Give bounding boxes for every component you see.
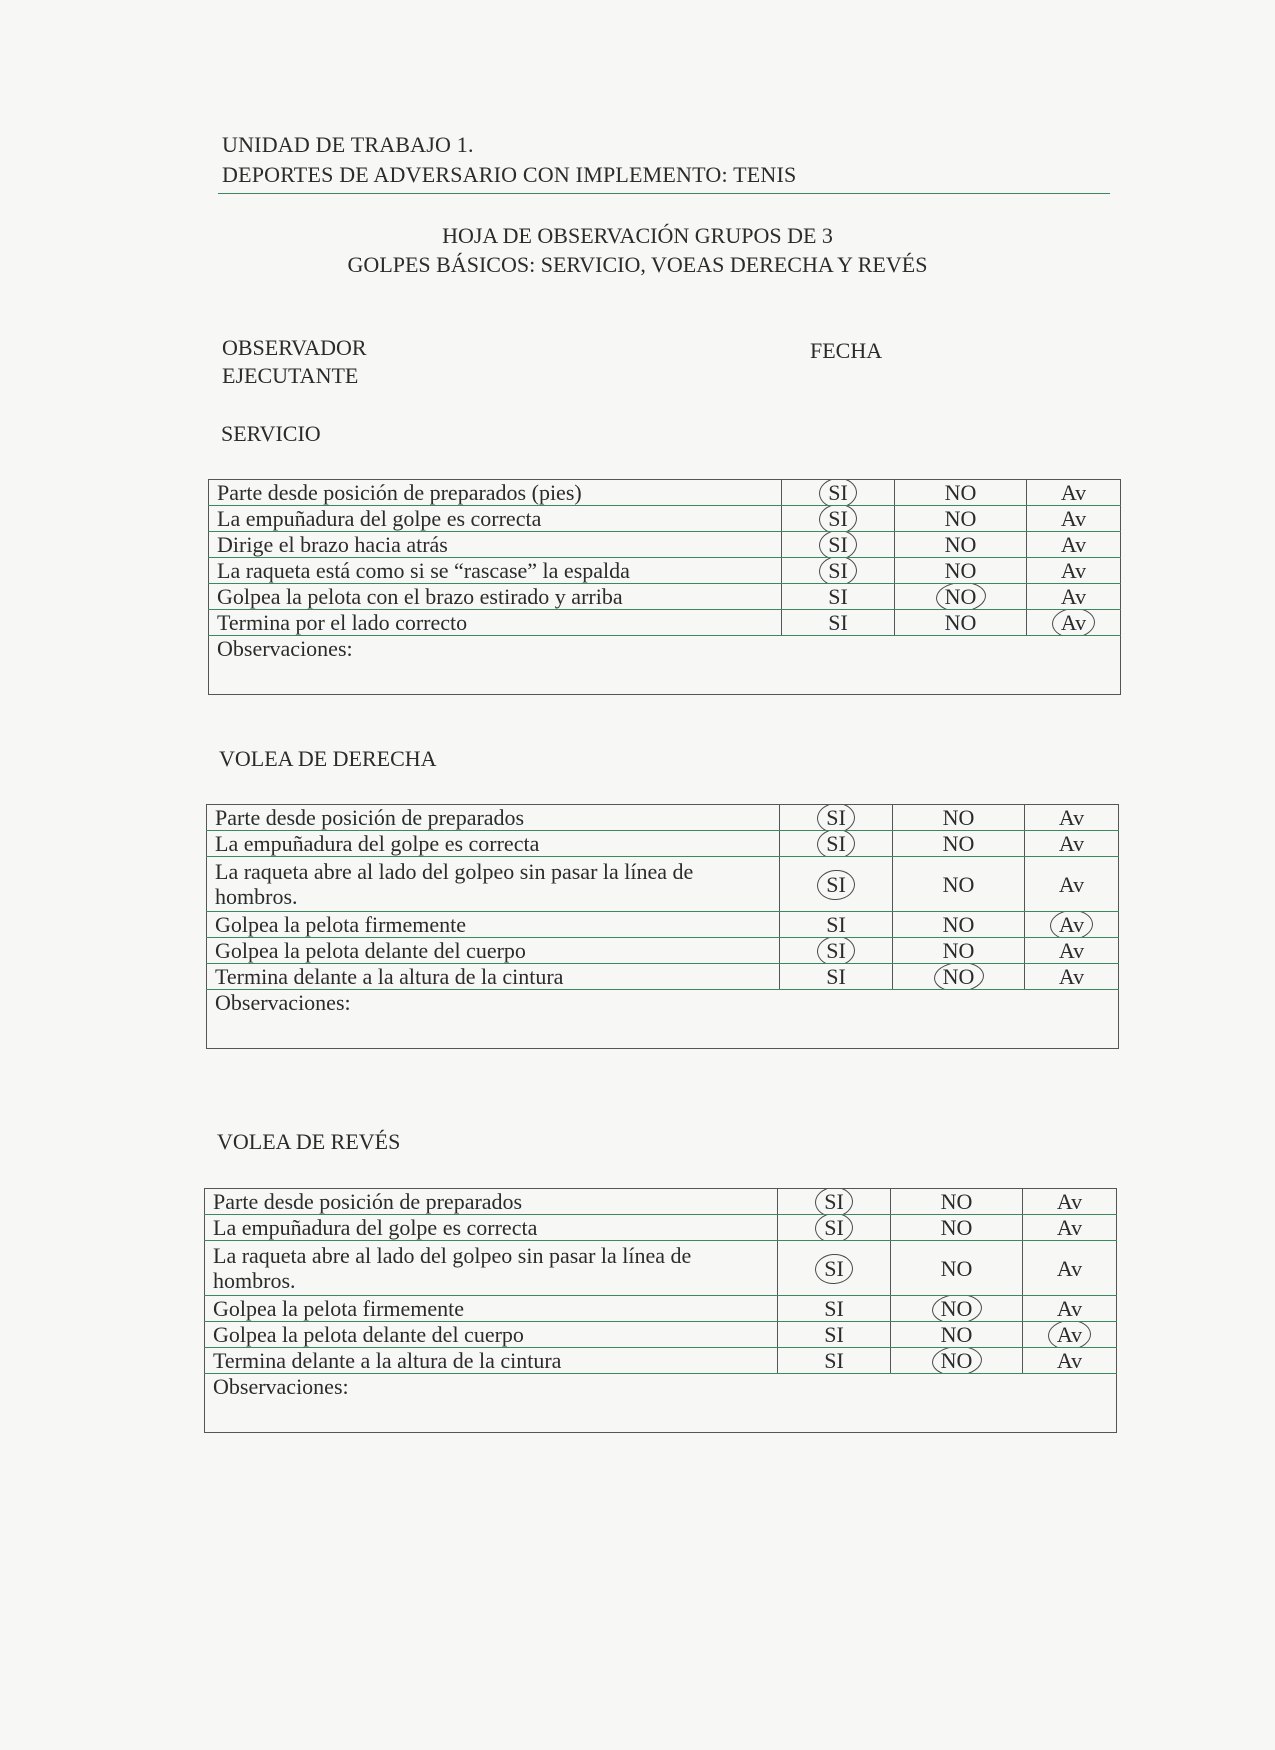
option-no-cell[interactable] <box>891 1241 1023 1296</box>
option-si-label: SI <box>826 912 846 937</box>
option-si-cell[interactable] <box>780 857 893 912</box>
option-no-circled: NO <box>941 584 981 609</box>
checklist-row <box>209 558 1121 584</box>
option-no-cell[interactable] <box>895 480 1027 506</box>
criterion-text: Golpea la pelota delante del cuerpo <box>207 938 780 964</box>
option-si-circled: SI <box>822 872 850 897</box>
option-av-cell[interactable] <box>1027 584 1121 610</box>
section-title: SERVICIO <box>221 421 321 446</box>
option-no-cell[interactable] <box>895 610 1027 636</box>
option-av-cell[interactable] <box>1023 1215 1117 1241</box>
option-av-cell[interactable] <box>1027 480 1121 506</box>
criterion-text: Termina delante a la altura de la cintura <box>207 964 780 990</box>
option-av-label: Av <box>1056 1215 1083 1240</box>
checklist-row <box>205 1241 1117 1296</box>
option-no-cell[interactable] <box>891 1189 1023 1215</box>
option-av-label: Av <box>1058 805 1085 830</box>
option-no-label: NO <box>944 558 977 583</box>
observations-label: Observaciones: <box>215 990 351 1015</box>
sheet-title: HOJA DE OBSERVACIÓN GRUPOS DE 3 <box>442 223 833 248</box>
criterion-text: Golpea la pelota firmemente <box>205 1296 778 1322</box>
option-no-circled: NO <box>939 964 979 989</box>
option-no-label: NO <box>942 831 975 856</box>
criterion-text: Dirige el brazo hacia atrás <box>209 532 782 558</box>
checklist-row <box>207 912 1119 938</box>
option-no-label: NO <box>944 506 977 531</box>
option-no-cell[interactable] <box>891 1322 1023 1348</box>
observations-row <box>207 990 1119 1049</box>
option-si-circled: SI <box>822 805 850 830</box>
criterion-text: Parte desde posición de preparados (pies) <box>209 480 782 506</box>
option-si-cell[interactable] <box>778 1348 891 1374</box>
option-no-cell[interactable] <box>895 532 1027 558</box>
option-si-cell[interactable] <box>780 964 893 990</box>
option-no-cell[interactable] <box>893 805 1025 831</box>
option-no-label: NO <box>944 532 977 557</box>
observations-row <box>205 1374 1117 1433</box>
option-si-label: SI <box>828 584 848 609</box>
option-av-label: Av <box>1056 1348 1083 1373</box>
option-no-cell[interactable] <box>895 584 1027 610</box>
option-no-cell[interactable] <box>893 912 1025 938</box>
option-si-circled: SI <box>824 480 852 505</box>
option-av-label: Av <box>1058 831 1085 856</box>
option-si-cell[interactable] <box>778 1189 891 1215</box>
option-av-label: Av <box>1058 964 1085 989</box>
option-no-label: NO <box>942 871 975 897</box>
option-si-label: SI <box>826 964 846 989</box>
option-si-circled: SI <box>820 1189 848 1214</box>
option-no-cell[interactable] <box>891 1215 1023 1241</box>
option-si-cell[interactable] <box>780 912 893 938</box>
date-label: FECHA <box>810 338 883 363</box>
option-si-cell[interactable] <box>778 1322 891 1348</box>
option-av-label: Av <box>1056 1189 1083 1214</box>
option-no-cell[interactable] <box>895 506 1027 532</box>
section-title: VOLEA DE REVÉS <box>217 1129 401 1154</box>
observations-field[interactable] <box>209 636 1121 695</box>
option-av-cell[interactable] <box>1025 831 1119 857</box>
option-av-cell[interactable] <box>1027 610 1121 636</box>
observations-field[interactable] <box>207 990 1119 1049</box>
option-av-cell[interactable] <box>1025 805 1119 831</box>
option-av-label: Av <box>1060 506 1087 531</box>
performer-label: EJECUTANTE <box>222 363 359 388</box>
option-si-label: SI <box>824 1322 844 1347</box>
checklist-row <box>205 1296 1117 1322</box>
criterion-text: La empuñadura del golpe es correcta <box>207 831 780 857</box>
option-si-label: SI <box>824 1296 844 1321</box>
option-av-cell[interactable] <box>1027 558 1121 584</box>
checklist-row <box>209 584 1121 610</box>
option-si-cell[interactable] <box>780 938 893 964</box>
option-av-circled: Av <box>1053 1322 1086 1347</box>
option-av-cell[interactable] <box>1025 857 1119 912</box>
option-av-cell[interactable] <box>1025 912 1119 938</box>
section-table <box>206 804 1119 1049</box>
section-table <box>208 479 1121 695</box>
observer-label: OBSERVADOR <box>222 335 367 360</box>
option-av-label: Av <box>1056 1255 1083 1281</box>
option-si-cell[interactable] <box>778 1296 891 1322</box>
criterion-text: Parte desde posición de preparados <box>207 805 780 831</box>
option-av-cell[interactable] <box>1027 532 1121 558</box>
checklist-row <box>205 1215 1117 1241</box>
option-no-cell[interactable] <box>893 938 1025 964</box>
checklist-row <box>207 938 1119 964</box>
criterion-text: Golpea la pelota delante del cuerpo <box>205 1322 778 1348</box>
option-si-circled: SI <box>820 1215 848 1240</box>
option-av-label: Av <box>1060 532 1087 557</box>
unit-title: UNIDAD DE TRABAJO 1. <box>222 132 474 157</box>
section-table <box>204 1188 1117 1433</box>
criterion-text: Golpea la pelota con el brazo estirado y arriba <box>209 584 782 610</box>
option-av-label: Av <box>1060 480 1087 505</box>
option-si-circled: SI <box>824 532 852 557</box>
checklist-row <box>207 831 1119 857</box>
option-no-cell[interactable] <box>891 1348 1023 1374</box>
option-no-circled: NO <box>937 1348 977 1373</box>
option-no-cell[interactable] <box>893 831 1025 857</box>
option-si-label: SI <box>824 1348 844 1373</box>
option-si-circled: SI <box>824 558 852 583</box>
criterion-text: Termina por el lado correcto <box>209 610 782 636</box>
criterion-text: La raqueta abre al lado del golpeo sin pasar la línea de hombros. <box>205 1241 778 1296</box>
option-no-circled: NO <box>937 1296 977 1321</box>
observations-label: Observaciones: <box>213 1374 349 1399</box>
sheet-subtitle: GOLPES BÁSICOS: SERVICIO, VOEAS DERECHA Y REVÉS <box>347 252 928 277</box>
unit-subtitle: DEPORTES DE ADVERSARIO CON IMPLEMENTO: TENIS <box>222 162 797 187</box>
option-av-label: Av <box>1060 558 1087 583</box>
checklist-row <box>209 506 1121 532</box>
option-no-label: NO <box>944 610 977 635</box>
option-si-cell[interactable] <box>780 805 893 831</box>
checklist-row <box>207 857 1119 912</box>
observations-label: Observaciones: <box>217 636 353 661</box>
criterion-text: Parte desde posición de preparados <box>205 1189 778 1215</box>
option-no-label: NO <box>944 480 977 505</box>
option-si-circled: SI <box>824 506 852 531</box>
checklist-row <box>207 964 1119 990</box>
option-no-label: NO <box>940 1189 973 1214</box>
header-rule <box>218 193 1110 194</box>
criterion-text: La empuñadura del golpe es correcta <box>209 506 782 532</box>
option-si-circled: SI <box>822 831 850 856</box>
option-si-cell[interactable] <box>778 1215 891 1241</box>
option-si-cell[interactable] <box>778 1241 891 1296</box>
checklist-row <box>205 1348 1117 1374</box>
criterion-text: Termina delante a la altura de la cintura <box>205 1348 778 1374</box>
observations-row <box>209 636 1121 695</box>
option-no-cell[interactable] <box>893 857 1025 912</box>
option-no-label: NO <box>942 912 975 937</box>
option-si-label: SI <box>828 610 848 635</box>
option-no-cell[interactable] <box>893 964 1025 990</box>
option-av-cell[interactable] <box>1025 938 1119 964</box>
criterion-text: La raqueta está como si se “rascase” la espalda <box>209 558 782 584</box>
option-si-cell[interactable] <box>780 831 893 857</box>
option-si-cell[interactable] <box>782 506 895 532</box>
criterion-text: La raqueta abre al lado del golpeo sin pasar la línea de hombros. <box>207 857 780 912</box>
option-si-cell[interactable] <box>782 584 895 610</box>
option-av-cell[interactable] <box>1023 1348 1117 1374</box>
checklist-row <box>205 1189 1117 1215</box>
criterion-text: La empuñadura del golpe es correcta <box>205 1215 778 1241</box>
option-av-circled: Av <box>1057 610 1090 635</box>
option-av-cell[interactable] <box>1023 1296 1117 1322</box>
option-no-label: NO <box>940 1255 973 1281</box>
option-no-label: NO <box>942 938 975 963</box>
option-si-circled: SI <box>820 1256 848 1281</box>
option-si-cell[interactable] <box>782 532 895 558</box>
option-av-cell[interactable] <box>1023 1189 1117 1215</box>
checklist-row <box>209 610 1121 636</box>
option-si-cell[interactable] <box>782 610 895 636</box>
option-av-cell[interactable] <box>1023 1322 1117 1348</box>
option-av-label: Av <box>1060 584 1087 609</box>
checklist-row <box>209 532 1121 558</box>
option-si-cell[interactable] <box>782 480 895 506</box>
checklist-row <box>209 480 1121 506</box>
option-av-label: Av <box>1058 871 1085 897</box>
checklist-row <box>205 1322 1117 1348</box>
option-si-circled: SI <box>822 938 850 963</box>
option-av-label: Av <box>1056 1296 1083 1321</box>
option-av-circled: Av <box>1055 912 1088 937</box>
criterion-text: Golpea la pelota firmemente <box>207 912 780 938</box>
option-no-cell[interactable] <box>895 558 1027 584</box>
checklist-row <box>207 805 1119 831</box>
option-av-cell[interactable] <box>1027 506 1121 532</box>
option-av-label: Av <box>1058 938 1085 963</box>
option-no-label: NO <box>942 805 975 830</box>
option-av-cell[interactable] <box>1023 1241 1117 1296</box>
option-av-cell[interactable] <box>1025 964 1119 990</box>
observations-field[interactable] <box>205 1374 1117 1433</box>
section-title: VOLEA DE DERECHA <box>219 746 437 771</box>
option-no-label: NO <box>940 1215 973 1240</box>
option-si-cell[interactable] <box>782 558 895 584</box>
option-no-cell[interactable] <box>891 1296 1023 1322</box>
option-no-label: NO <box>940 1322 973 1347</box>
